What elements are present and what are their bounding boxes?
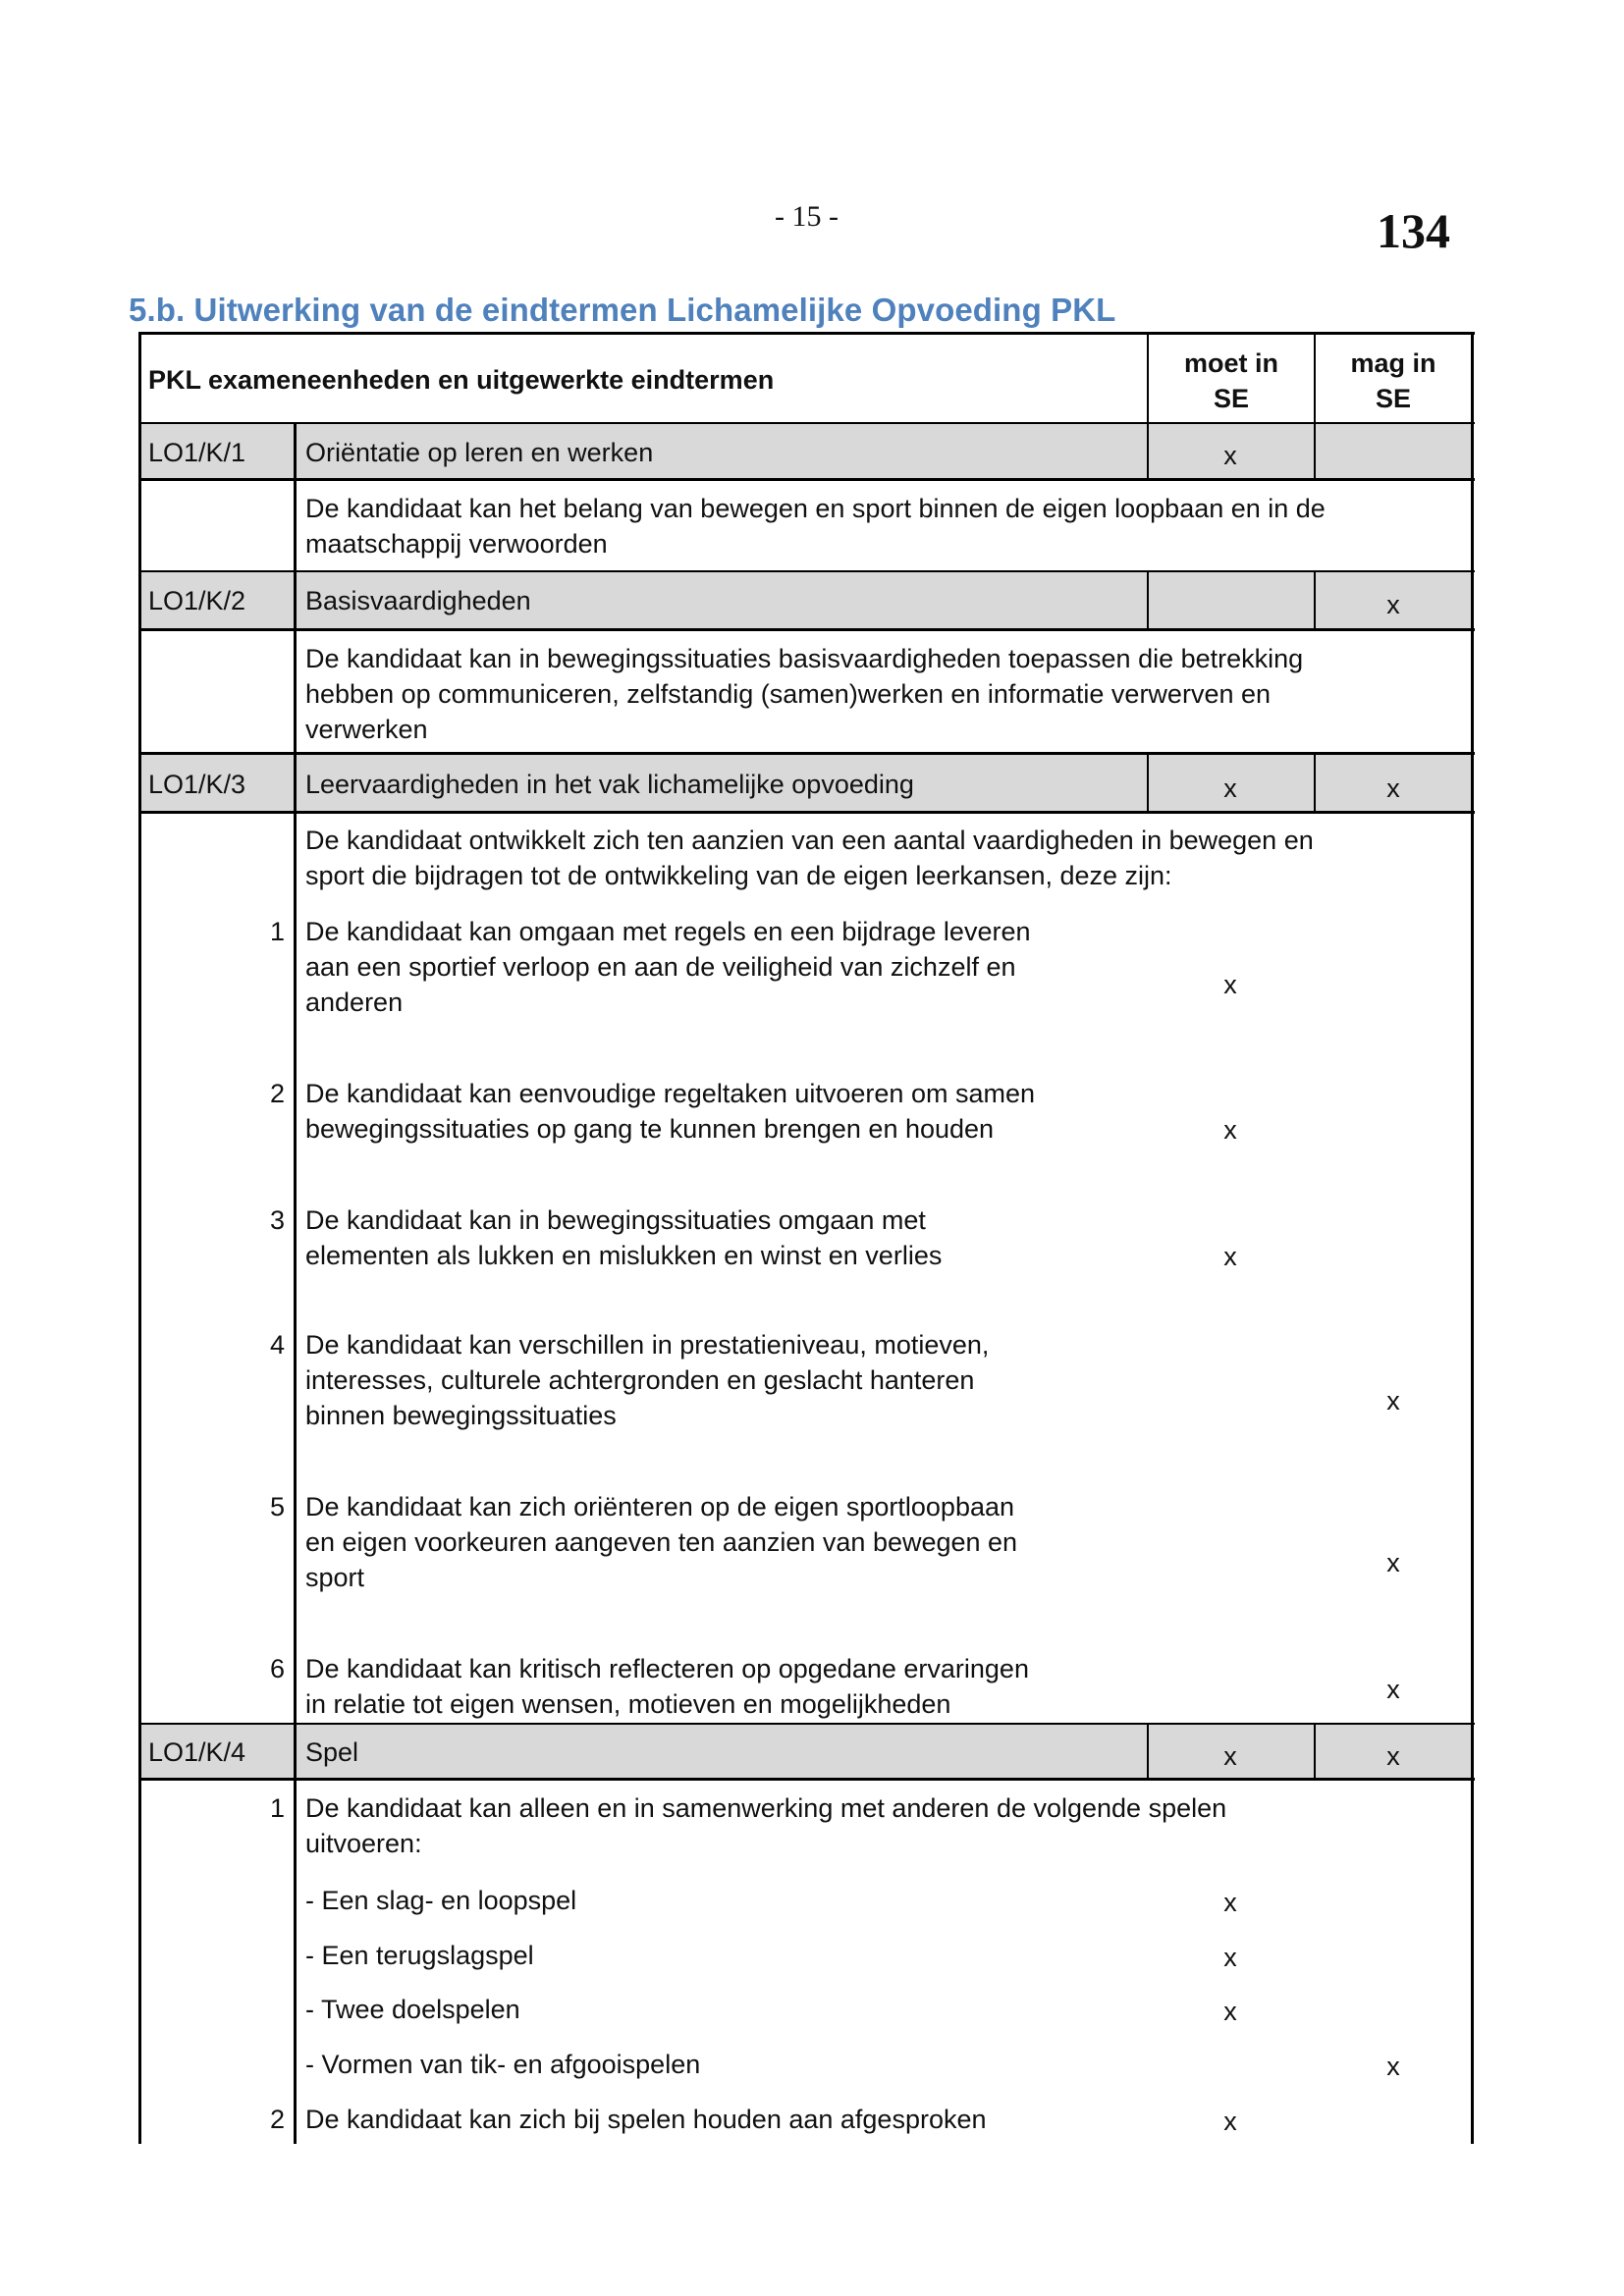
item-number: 2 (269, 2105, 285, 2134)
moet-column-divider (1147, 1724, 1149, 1779)
item-number: 1 (269, 917, 285, 946)
item-text: interesses, culturele achtergronden en geslacht hanteren (305, 1365, 975, 1395)
item-text: De kandidaat kan zich bij spelen houden aan afgesproken (305, 2105, 987, 2134)
item-number: 1 (269, 1793, 285, 1823)
moet-mark: x (1223, 1943, 1237, 1972)
subitem-label: - Een slag- en loopspel (305, 1886, 577, 1915)
row-divider (138, 1778, 1475, 1781)
moet-mark: x (1223, 970, 1237, 999)
table-border-left (138, 332, 141, 2144)
page-number: - 15 - (775, 200, 839, 233)
item-number: 5 (269, 1492, 285, 1522)
item-text: elementen als lukken en mislukken en winst en verlies (305, 1241, 943, 1270)
unit-intro: sport die bijdragen tot de ontwikkeling van de eigen leerkansen, deze zijn: (305, 861, 1172, 890)
item-text: De kandidaat kan kritisch reflecteren op opgedane ervaringen (305, 1654, 1029, 1683)
item-text: binnen bewegingssituaties (305, 1401, 617, 1430)
mag-mark: x (1386, 1386, 1400, 1415)
header-col-main: PKL exameneenheden en uitgewerkte eindtermen (148, 365, 775, 395)
code-column-divider (294, 423, 297, 2144)
mag-mark: x (1386, 1548, 1400, 1577)
mag-mark: x (1386, 2052, 1400, 2081)
header-col-moet-line1: moet in (1183, 348, 1278, 378)
mag-column-divider (1314, 571, 1316, 629)
item-text: bewegingssituaties op gang te kunnen brengen en houden (305, 1114, 995, 1144)
unit-description: maatschappij verwoorden (305, 529, 608, 559)
row-divider (138, 628, 1475, 631)
header-col-mag-line2: SE (1375, 384, 1412, 413)
item-text: De kandidaat kan alleen en in samenwerking met anderen de volgende spelen (305, 1793, 1227, 1823)
item-number: 4 (269, 1330, 285, 1360)
item-text: aan een sportief verloop en aan de veiligheid van zichzelf en (305, 952, 1016, 982)
unit-description: De kandidaat kan het belang van bewegen en sport binnen de eigen loopbaan en in de (305, 494, 1326, 523)
unit-title: Spel (305, 1737, 359, 1767)
item-text: uitvoeren: (305, 1829, 422, 1858)
row-divider (138, 1723, 1475, 1725)
moet-mark: x (1223, 2107, 1237, 2136)
mag-column-divider (1314, 1724, 1316, 1779)
unit-code: LO1/K/1 (148, 438, 246, 467)
mag-mark: x (1386, 590, 1400, 619)
item-number: 3 (269, 1205, 285, 1235)
unit-code: LO1/K/2 (148, 586, 246, 615)
document-number: 134 (1377, 203, 1450, 258)
moet-mark: x (1223, 1888, 1237, 1917)
row-divider (138, 478, 1475, 481)
unit-title: Leervaardigheden in het vak lichamelijke opvoeding (305, 770, 914, 799)
row-divider (138, 422, 1475, 424)
subitem-label: - Een terugslagspel (305, 1941, 534, 1970)
unit-description: verwerken (305, 715, 428, 744)
mag-mark: x (1386, 1675, 1400, 1704)
item-text: sport (305, 1563, 365, 1592)
row-divider (138, 811, 1475, 814)
item-text: in relatie tot eigen wensen, motieven en mogelijkheden (305, 1689, 951, 1719)
item-text: De kandidaat kan zich oriënteren op de eigen sportloopbaan (305, 1492, 1015, 1522)
moet-column-divider (1147, 753, 1149, 812)
item-text: De kandidaat kan eenvoudige regeltaken uitvoeren om samen (305, 1079, 1035, 1108)
moet-mark: x (1223, 774, 1237, 803)
mag-mark: x (1386, 774, 1400, 803)
moet-mark: x (1223, 441, 1237, 470)
unit-description: De kandidaat kan in bewegingssituaties basisvaardigheden toepassen die betrekking (305, 644, 1304, 673)
unit-code: LO1/K/3 (148, 770, 246, 799)
item-text: anderen (305, 988, 404, 1017)
mag-mark: x (1386, 1741, 1400, 1771)
subitem-label: - Vormen van tik- en afgooispelen (305, 2050, 701, 2079)
table-border-right (1471, 332, 1474, 2144)
unit-title: Oriëntatie op leren en werken (305, 438, 654, 467)
item-number: 2 (269, 1079, 285, 1108)
moet-column-divider (1147, 571, 1149, 629)
header-col-mag-line1: mag in (1350, 348, 1436, 378)
header-col-moet-line2: SE (1213, 384, 1250, 413)
moet-mark: x (1223, 1997, 1237, 2026)
mag-column-divider (1314, 753, 1316, 812)
moet-mark: x (1223, 1741, 1237, 1771)
table-border-top (138, 332, 1475, 335)
moet-mark: x (1223, 1115, 1237, 1145)
item-text: De kandidaat kan verschillen in prestatieniveau, motieven, (305, 1330, 990, 1360)
item-text: en eigen voorkeuren aangeven ten aanzien van bewegen en (305, 1527, 1018, 1557)
section-title: 5.b. Uitwerking van de eindtermen Lichamelijke Opvoeding PKL (129, 292, 1116, 328)
unit-code: LO1/K/4 (148, 1737, 246, 1767)
unit-title: Basisvaardigheden (305, 586, 531, 615)
subitem-label: - Twee doelspelen (305, 1995, 520, 2024)
unit-intro: De kandidaat ontwikkelt zich ten aanzien van een aantal vaardigheden in bewegen en (305, 826, 1314, 855)
item-text: De kandidaat kan in bewegingssituaties omgaan met (305, 1205, 926, 1235)
item-number: 6 (269, 1654, 285, 1683)
unit-description: hebben op communiceren, zelfstandig (samen)werken en informatie verwerven en (305, 679, 1272, 709)
moet-mark: x (1223, 1242, 1237, 1271)
row-divider (138, 570, 1475, 572)
item-text: De kandidaat kan omgaan met regels en een bijdrage leveren (305, 917, 1031, 946)
row-divider (138, 752, 1475, 755)
